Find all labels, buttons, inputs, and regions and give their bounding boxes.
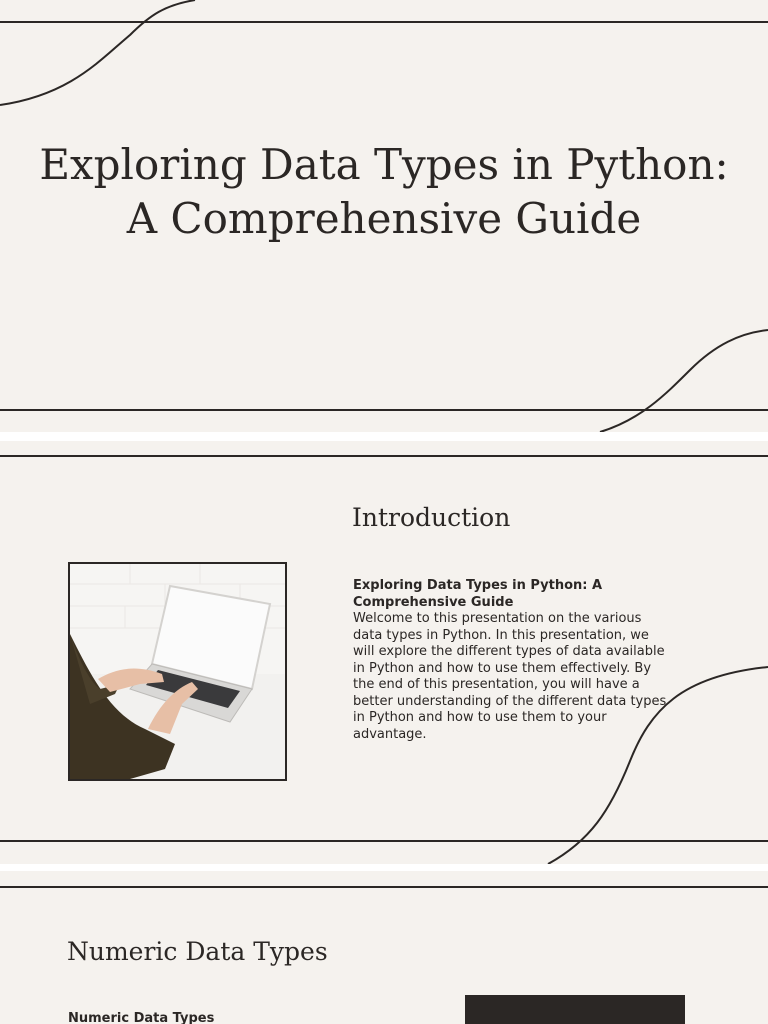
- curve-bottom-right: [600, 330, 768, 432]
- curve-top-left: [0, 0, 195, 105]
- title-line-2: A Comprehensive Guide: [126, 194, 642, 243]
- image-placeholder: [465, 995, 685, 1024]
- intro-paragraph: Welcome to this presentation on the various data types in Python. In this presentation, we will explore the different types of data available in Python and how to use them effectively. By the end of this presentation, you will have a better understanding of the different data types in Python and how to use them to your advantage.: [353, 611, 667, 742]
- intro-subtitle: Exploring Data Types in Python: A Comprehensive Guide: [353, 578, 603, 610]
- laptop-typing-image: [70, 564, 285, 779]
- numeric-data-types-slide: [0, 871, 768, 1024]
- numeric-subtitle: Numeric Data Types: [68, 1011, 215, 1024]
- laptop-photo: [68, 562, 287, 781]
- section-heading: Introduction: [352, 503, 511, 532]
- title-line-1: Exploring Data Types in Python:: [39, 140, 729, 189]
- title-slide: [0, 0, 768, 432]
- introduction-slide: [0, 441, 768, 864]
- section-heading: Numeric Data Types: [67, 937, 328, 966]
- intro-body: [353, 578, 673, 743]
- presentation-title: [0, 138, 768, 246]
